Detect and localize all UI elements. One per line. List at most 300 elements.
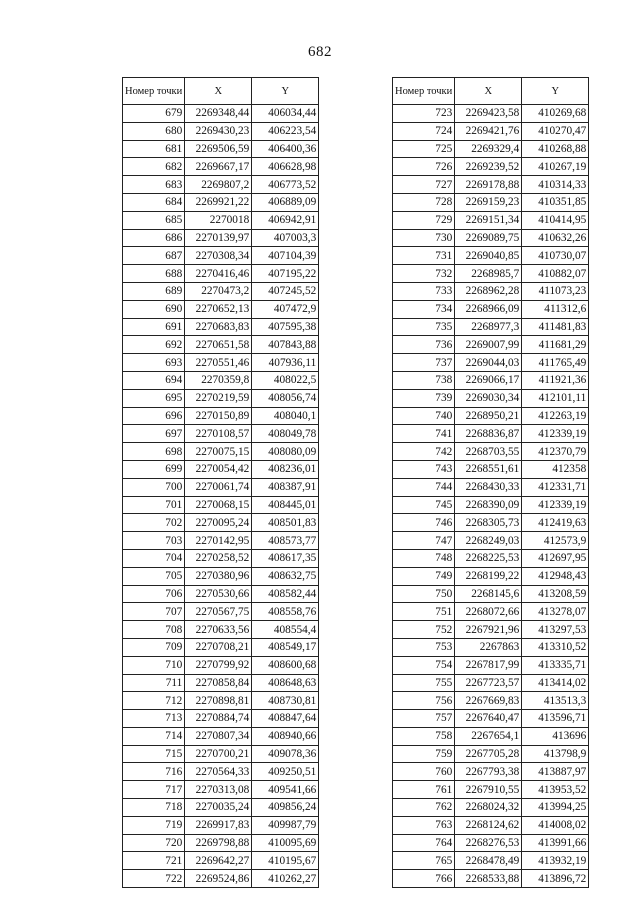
table-row xyxy=(393,852,589,870)
table-row xyxy=(123,247,319,265)
x-coordinate-cell: 2268145,6 xyxy=(455,585,522,603)
table-row xyxy=(393,336,589,354)
y-coordinate-cell: 408501,83 xyxy=(252,514,319,532)
point-number-cell: 734 xyxy=(393,300,455,318)
x-coordinate-cell: 2270313,08 xyxy=(185,781,252,799)
point-number-cell: 714 xyxy=(123,727,185,745)
point-number-cell: 725 xyxy=(393,140,455,158)
table-row xyxy=(393,265,589,283)
x-coordinate-cell: 2269506,59 xyxy=(185,140,252,158)
table-row xyxy=(393,532,589,550)
x-coordinate-cell: 2267921,96 xyxy=(455,621,522,639)
table-row xyxy=(393,122,589,140)
table-row xyxy=(393,176,589,194)
table-row xyxy=(393,834,589,852)
table-row xyxy=(123,585,319,603)
x-coordinate-cell: 2267723,57 xyxy=(455,674,522,692)
table-row xyxy=(123,603,319,621)
x-coordinate-cell: 2268703,55 xyxy=(455,443,522,461)
x-coordinate-cell: 2269089,75 xyxy=(455,229,522,247)
y-coordinate-cell: 412339,19 xyxy=(522,496,589,514)
point-number-cell: 766 xyxy=(393,870,455,888)
y-coordinate-cell: 410314,33 xyxy=(522,176,589,194)
table-row xyxy=(393,870,589,888)
table-row xyxy=(123,710,319,728)
x-coordinate-cell: 2270807,34 xyxy=(185,727,252,745)
point-number-cell: 698 xyxy=(123,443,185,461)
y-coordinate-cell: 406034,44 xyxy=(252,105,319,123)
y-coordinate-cell: 414008,02 xyxy=(522,816,589,834)
point-number-cell: 761 xyxy=(393,781,455,799)
y-coordinate-cell: 410268,88 xyxy=(522,140,589,158)
table-row xyxy=(123,621,319,639)
table-row xyxy=(123,514,319,532)
table-row xyxy=(393,460,589,478)
y-coordinate-cell: 410095,69 xyxy=(252,834,319,852)
table-row xyxy=(123,282,319,300)
x-coordinate-cell: 2268950,21 xyxy=(455,407,522,425)
point-number-cell: 679 xyxy=(123,105,185,123)
table-row xyxy=(393,211,589,229)
y-coordinate-cell: 413932,19 xyxy=(522,852,589,870)
point-number-cell: 750 xyxy=(393,585,455,603)
y-coordinate-cell: 409987,79 xyxy=(252,816,319,834)
table-row xyxy=(393,799,589,817)
y-coordinate-cell: 411073,23 xyxy=(522,282,589,300)
x-coordinate-cell: 2269348,44 xyxy=(185,105,252,123)
y-coordinate-cell: 408617,35 xyxy=(252,549,319,567)
table-row xyxy=(123,211,319,229)
x-coordinate-cell: 2269007,99 xyxy=(455,336,522,354)
x-coordinate-cell: 2269524,86 xyxy=(185,870,252,888)
table-row xyxy=(393,371,589,389)
point-number-cell: 697 xyxy=(123,425,185,443)
y-coordinate-cell: 407595,38 xyxy=(252,318,319,336)
x-coordinate-cell: 2267863 xyxy=(455,638,522,656)
table-row xyxy=(123,745,319,763)
y-coordinate-cell: 409856,24 xyxy=(252,799,319,817)
x-coordinate-cell: 2267817,99 xyxy=(455,656,522,674)
y-coordinate-cell: 407843,88 xyxy=(252,336,319,354)
table-row xyxy=(393,105,589,123)
point-number-cell: 682 xyxy=(123,158,185,176)
table-row xyxy=(123,852,319,870)
y-coordinate-cell: 411681,29 xyxy=(522,336,589,354)
x-coordinate-cell: 2268199,22 xyxy=(455,567,522,585)
y-coordinate-cell: 410632,26 xyxy=(522,229,589,247)
y-coordinate-cell: 408080,09 xyxy=(252,443,319,461)
y-coordinate-cell: 412101,11 xyxy=(522,389,589,407)
y-coordinate-cell: 408847,64 xyxy=(252,710,319,728)
point-number-cell: 759 xyxy=(393,745,455,763)
point-number-cell: 691 xyxy=(123,318,185,336)
point-number-cell: 728 xyxy=(393,193,455,211)
table-row xyxy=(123,692,319,710)
point-number-cell: 744 xyxy=(393,478,455,496)
x-coordinate-cell: 2269159,23 xyxy=(455,193,522,211)
x-coordinate-cell: 2268225,53 xyxy=(455,549,522,567)
y-coordinate-cell: 408445,01 xyxy=(252,496,319,514)
x-coordinate-cell: 2270380,96 xyxy=(185,567,252,585)
table-row xyxy=(123,193,319,211)
table-row xyxy=(123,105,319,123)
x-coordinate-cell: 2268977,3 xyxy=(455,318,522,336)
x-coordinate-cell: 2270150,89 xyxy=(185,407,252,425)
x-coordinate-cell: 2270683,83 xyxy=(185,318,252,336)
table-row xyxy=(393,710,589,728)
y-coordinate-cell: 407936,11 xyxy=(252,354,319,372)
y-coordinate-cell: 413896,72 xyxy=(522,870,589,888)
table-row xyxy=(123,834,319,852)
point-number-cell: 742 xyxy=(393,443,455,461)
table-row xyxy=(393,727,589,745)
table-row xyxy=(393,354,589,372)
table-row xyxy=(123,816,319,834)
point-number-cell: 727 xyxy=(393,176,455,194)
y-coordinate-cell: 412339,19 xyxy=(522,425,589,443)
x-coordinate-cell: 2268305,73 xyxy=(455,514,522,532)
table-row xyxy=(123,354,319,372)
table-row xyxy=(393,585,589,603)
y-coordinate-cell: 412573,9 xyxy=(522,532,589,550)
point-number-cell: 689 xyxy=(123,282,185,300)
x-coordinate-cell: 2270035,24 xyxy=(185,799,252,817)
y-coordinate-cell: 408236,01 xyxy=(252,460,319,478)
y-coordinate-cell: 408632,75 xyxy=(252,567,319,585)
y-coordinate-cell: 413335,71 xyxy=(522,656,589,674)
y-coordinate-cell: 406942,91 xyxy=(252,211,319,229)
table-row xyxy=(393,603,589,621)
point-number-cell: 747 xyxy=(393,532,455,550)
column-header-y: Y xyxy=(252,78,319,105)
point-number-cell: 749 xyxy=(393,567,455,585)
table-row xyxy=(393,389,589,407)
x-coordinate-cell: 2270095,24 xyxy=(185,514,252,532)
x-coordinate-cell: 2269421,76 xyxy=(455,122,522,140)
point-number-cell: 705 xyxy=(123,567,185,585)
x-coordinate-cell: 2268966,09 xyxy=(455,300,522,318)
table-row xyxy=(123,389,319,407)
y-coordinate-cell: 410195,67 xyxy=(252,852,319,870)
y-coordinate-cell: 410262,27 xyxy=(252,870,319,888)
y-coordinate-cell: 413953,52 xyxy=(522,781,589,799)
y-coordinate-cell: 412331,71 xyxy=(522,478,589,496)
y-coordinate-cell: 413310,52 xyxy=(522,638,589,656)
x-coordinate-cell: 2269329,4 xyxy=(455,140,522,158)
table-row xyxy=(393,140,589,158)
point-number-cell: 681 xyxy=(123,140,185,158)
table-row xyxy=(393,745,589,763)
y-coordinate-cell: 413994,25 xyxy=(522,799,589,817)
y-coordinate-cell: 408600,68 xyxy=(252,656,319,674)
point-number-cell: 746 xyxy=(393,514,455,532)
table-row xyxy=(123,158,319,176)
y-coordinate-cell: 410882,07 xyxy=(522,265,589,283)
column-header-y: Y xyxy=(522,78,589,105)
coordinates-table-right xyxy=(392,77,589,888)
y-coordinate-cell: 409250,51 xyxy=(252,763,319,781)
x-coordinate-cell: 2270567,75 xyxy=(185,603,252,621)
table-row xyxy=(123,870,319,888)
y-coordinate-cell: 410270,47 xyxy=(522,122,589,140)
table-row xyxy=(393,816,589,834)
table-row xyxy=(123,532,319,550)
point-number-cell: 717 xyxy=(123,781,185,799)
column-header-x: X xyxy=(455,78,522,105)
point-number-cell: 763 xyxy=(393,816,455,834)
y-coordinate-cell: 407003,3 xyxy=(252,229,319,247)
point-number-cell: 758 xyxy=(393,727,455,745)
table-row xyxy=(393,300,589,318)
y-coordinate-cell: 408648,63 xyxy=(252,674,319,692)
y-coordinate-cell: 412263,19 xyxy=(522,407,589,425)
table-row xyxy=(123,265,319,283)
point-number-cell: 707 xyxy=(123,603,185,621)
x-coordinate-cell: 2269066,17 xyxy=(455,371,522,389)
point-number-cell: 737 xyxy=(393,354,455,372)
x-coordinate-cell: 2268249,03 xyxy=(455,532,522,550)
table-row xyxy=(123,371,319,389)
point-number-cell: 704 xyxy=(123,549,185,567)
y-coordinate-cell: 408554,4 xyxy=(252,621,319,639)
x-coordinate-cell: 2268533,88 xyxy=(455,870,522,888)
point-number-cell: 754 xyxy=(393,656,455,674)
y-coordinate-cell: 413696 xyxy=(522,727,589,745)
point-number-cell: 710 xyxy=(123,656,185,674)
x-coordinate-cell: 2268836,87 xyxy=(455,425,522,443)
point-number-cell: 718 xyxy=(123,799,185,817)
table-row xyxy=(123,763,319,781)
y-coordinate-cell: 407472,9 xyxy=(252,300,319,318)
table-row xyxy=(393,514,589,532)
y-coordinate-cell: 408573,77 xyxy=(252,532,319,550)
y-coordinate-cell: 407195,22 xyxy=(252,265,319,283)
x-coordinate-cell: 2269807,2 xyxy=(185,176,252,194)
point-number-cell: 696 xyxy=(123,407,185,425)
y-coordinate-cell: 408387,91 xyxy=(252,478,319,496)
x-coordinate-cell: 2270473,2 xyxy=(185,282,252,300)
table-row xyxy=(393,407,589,425)
table-row xyxy=(123,496,319,514)
y-coordinate-cell: 413414,02 xyxy=(522,674,589,692)
table-row xyxy=(393,567,589,585)
point-number-cell: 740 xyxy=(393,407,455,425)
table-row xyxy=(123,176,319,194)
x-coordinate-cell: 2269040,85 xyxy=(455,247,522,265)
table-row xyxy=(123,549,319,567)
y-coordinate-cell: 413297,53 xyxy=(522,621,589,639)
table-header-row xyxy=(393,78,589,105)
table-row xyxy=(123,229,319,247)
x-coordinate-cell: 2267669,83 xyxy=(455,692,522,710)
table-row xyxy=(123,460,319,478)
x-coordinate-cell: 2269030,34 xyxy=(455,389,522,407)
x-coordinate-cell: 2270061,74 xyxy=(185,478,252,496)
point-number-cell: 688 xyxy=(123,265,185,283)
x-coordinate-cell: 2270359,8 xyxy=(185,371,252,389)
y-coordinate-cell: 406223,54 xyxy=(252,122,319,140)
y-coordinate-cell: 412370,79 xyxy=(522,443,589,461)
x-coordinate-cell: 2269423,58 xyxy=(455,105,522,123)
y-coordinate-cell: 410267,19 xyxy=(522,158,589,176)
table-row xyxy=(393,158,589,176)
point-number-cell: 723 xyxy=(393,105,455,123)
x-coordinate-cell: 2270075,15 xyxy=(185,443,252,461)
x-coordinate-cell: 2270139,97 xyxy=(185,229,252,247)
x-coordinate-cell: 2268390,09 xyxy=(455,496,522,514)
y-coordinate-cell: 408056,74 xyxy=(252,389,319,407)
x-coordinate-cell: 2270054,42 xyxy=(185,460,252,478)
table-row xyxy=(393,193,589,211)
y-coordinate-cell: 413596,71 xyxy=(522,710,589,728)
y-coordinate-cell: 412358 xyxy=(522,460,589,478)
table-row xyxy=(123,727,319,745)
table-body-left xyxy=(123,105,319,888)
table-row xyxy=(393,674,589,692)
y-coordinate-cell: 408022,5 xyxy=(252,371,319,389)
x-coordinate-cell: 2267793,38 xyxy=(455,763,522,781)
y-coordinate-cell: 408049,78 xyxy=(252,425,319,443)
x-coordinate-cell: 2268478,49 xyxy=(455,852,522,870)
x-coordinate-cell: 2269044,03 xyxy=(455,354,522,372)
y-coordinate-cell: 412419,63 xyxy=(522,514,589,532)
x-coordinate-cell: 2269430,23 xyxy=(185,122,252,140)
x-coordinate-cell: 2270219,59 xyxy=(185,389,252,407)
point-number-cell: 694 xyxy=(123,371,185,389)
x-coordinate-cell: 2268024,32 xyxy=(455,799,522,817)
point-number-cell: 685 xyxy=(123,211,185,229)
x-coordinate-cell: 2270858,84 xyxy=(185,674,252,692)
point-number-cell: 701 xyxy=(123,496,185,514)
point-number-cell: 729 xyxy=(393,211,455,229)
y-coordinate-cell: 409541,66 xyxy=(252,781,319,799)
x-coordinate-cell: 2269239,52 xyxy=(455,158,522,176)
point-number-cell: 712 xyxy=(123,692,185,710)
x-coordinate-cell: 2269917,83 xyxy=(185,816,252,834)
point-number-cell: 732 xyxy=(393,265,455,283)
page-number: 682 xyxy=(308,44,332,60)
coordinates-table-left xyxy=(122,77,319,888)
point-number-cell: 730 xyxy=(393,229,455,247)
x-coordinate-cell: 2270551,46 xyxy=(185,354,252,372)
x-coordinate-cell: 2270564,33 xyxy=(185,763,252,781)
point-number-cell: 716 xyxy=(123,763,185,781)
x-coordinate-cell: 2268962,28 xyxy=(455,282,522,300)
point-number-cell: 680 xyxy=(123,122,185,140)
table-row xyxy=(393,692,589,710)
table-row xyxy=(123,799,319,817)
y-coordinate-cell: 410269,68 xyxy=(522,105,589,123)
y-coordinate-cell: 406889,09 xyxy=(252,193,319,211)
table-row xyxy=(393,638,589,656)
point-number-cell: 713 xyxy=(123,710,185,728)
x-coordinate-cell: 2270633,56 xyxy=(185,621,252,639)
table-row xyxy=(393,478,589,496)
y-coordinate-cell: 411921,36 xyxy=(522,371,589,389)
point-number-cell: 695 xyxy=(123,389,185,407)
point-number-cell: 684 xyxy=(123,193,185,211)
y-coordinate-cell: 408582,44 xyxy=(252,585,319,603)
x-coordinate-cell: 2270142,95 xyxy=(185,532,252,550)
y-coordinate-cell: 408730,81 xyxy=(252,692,319,710)
x-coordinate-cell: 2269151,34 xyxy=(455,211,522,229)
point-number-cell: 699 xyxy=(123,460,185,478)
table-row xyxy=(393,229,589,247)
x-coordinate-cell: 2270799,92 xyxy=(185,656,252,674)
table-row xyxy=(123,140,319,158)
point-number-cell: 751 xyxy=(393,603,455,621)
table-row xyxy=(393,318,589,336)
point-number-cell: 722 xyxy=(123,870,185,888)
y-coordinate-cell: 410414,95 xyxy=(522,211,589,229)
y-coordinate-cell: 411481,83 xyxy=(522,318,589,336)
y-coordinate-cell: 407245,52 xyxy=(252,282,319,300)
point-number-cell: 735 xyxy=(393,318,455,336)
table-row xyxy=(393,621,589,639)
x-coordinate-cell: 2268072,66 xyxy=(455,603,522,621)
point-number-cell: 743 xyxy=(393,460,455,478)
x-coordinate-cell: 2269798,88 xyxy=(185,834,252,852)
y-coordinate-cell: 412697,95 xyxy=(522,549,589,567)
point-number-cell: 687 xyxy=(123,247,185,265)
y-coordinate-cell: 413278,07 xyxy=(522,603,589,621)
point-number-cell: 733 xyxy=(393,282,455,300)
point-number-cell: 765 xyxy=(393,852,455,870)
y-coordinate-cell: 413513,3 xyxy=(522,692,589,710)
point-number-cell: 764 xyxy=(393,834,455,852)
y-coordinate-cell: 411312,6 xyxy=(522,300,589,318)
x-coordinate-cell: 2270884,74 xyxy=(185,710,252,728)
table-row xyxy=(123,443,319,461)
point-number-cell: 702 xyxy=(123,514,185,532)
table-row xyxy=(393,496,589,514)
table-row xyxy=(123,300,319,318)
table-row xyxy=(123,674,319,692)
point-number-cell: 690 xyxy=(123,300,185,318)
x-coordinate-cell: 2267705,28 xyxy=(455,745,522,763)
x-coordinate-cell: 2269667,17 xyxy=(185,158,252,176)
y-coordinate-cell: 406628,98 xyxy=(252,158,319,176)
point-number-cell: 741 xyxy=(393,425,455,443)
point-number-cell: 709 xyxy=(123,638,185,656)
y-coordinate-cell: 408549,17 xyxy=(252,638,319,656)
y-coordinate-cell: 413798,9 xyxy=(522,745,589,763)
point-number-cell: 756 xyxy=(393,692,455,710)
table-row xyxy=(123,425,319,443)
table-row xyxy=(393,282,589,300)
point-number-cell: 708 xyxy=(123,621,185,639)
x-coordinate-cell: 2267640,47 xyxy=(455,710,522,728)
x-coordinate-cell: 2270708,21 xyxy=(185,638,252,656)
table-row xyxy=(123,638,319,656)
point-number-cell: 711 xyxy=(123,674,185,692)
table-row xyxy=(393,656,589,674)
x-coordinate-cell: 2270018 xyxy=(185,211,252,229)
point-number-cell: 686 xyxy=(123,229,185,247)
point-number-cell: 762 xyxy=(393,799,455,817)
y-coordinate-cell: 411765,49 xyxy=(522,354,589,372)
x-coordinate-cell: 2269642,27 xyxy=(185,852,252,870)
x-coordinate-cell: 2268985,7 xyxy=(455,265,522,283)
x-coordinate-cell: 2270651,58 xyxy=(185,336,252,354)
table-row xyxy=(123,122,319,140)
y-coordinate-cell: 409078,36 xyxy=(252,745,319,763)
x-coordinate-cell: 2268276,53 xyxy=(455,834,522,852)
point-number-cell: 739 xyxy=(393,389,455,407)
point-number-cell: 720 xyxy=(123,834,185,852)
x-coordinate-cell: 2270068,15 xyxy=(185,496,252,514)
point-number-cell: 693 xyxy=(123,354,185,372)
